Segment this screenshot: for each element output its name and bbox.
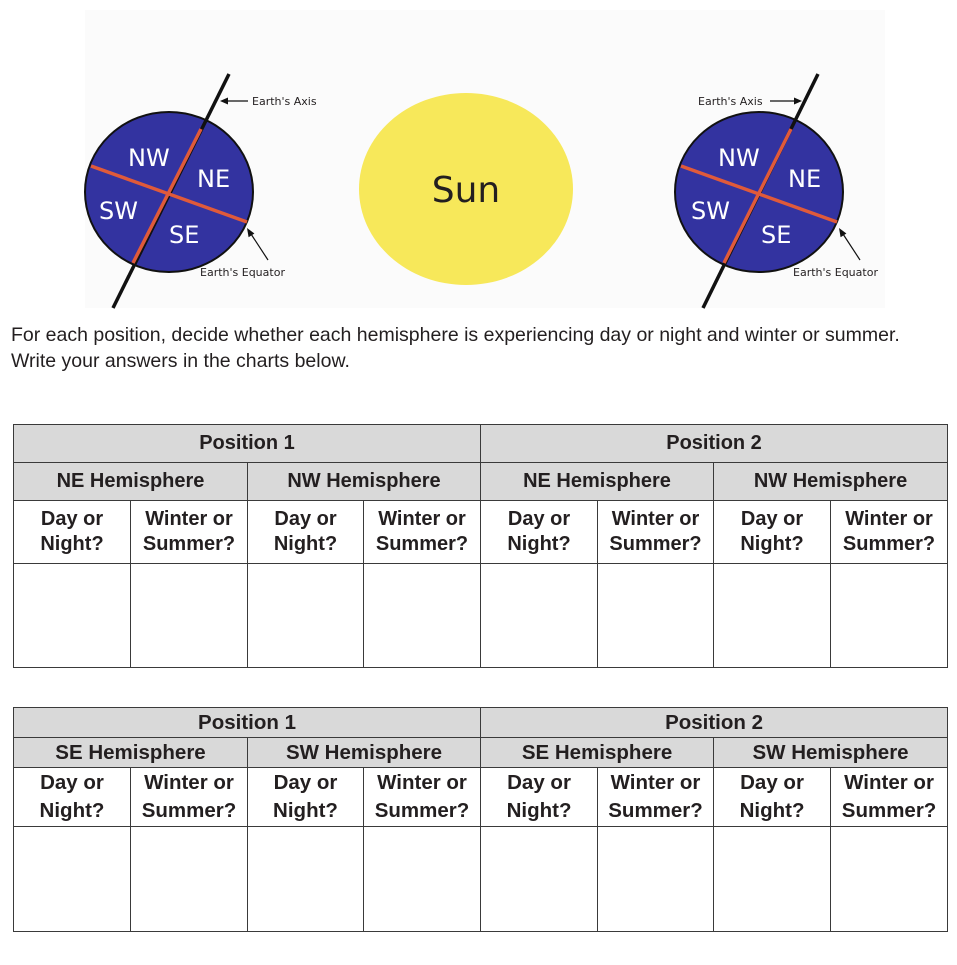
chart1-hemisphere-header: NW Hemisphere (248, 463, 481, 501)
chart2-winter-summer-question: Winter or Summer? (364, 768, 481, 827)
chart2-day-night-question: Day or Night? (248, 768, 364, 827)
answer-cell[interactable] (364, 827, 481, 932)
chart1-position-1-header: Position 1 (14, 425, 481, 463)
earth-sun-diagram (0, 0, 957, 318)
sw-label-2: SW (691, 197, 730, 225)
se-label-2: SE (761, 221, 792, 249)
chart2-hemisphere-header: SW Hemisphere (248, 738, 481, 768)
se-label-1: SE (169, 221, 200, 249)
chart1-winter-summer-question: Winter or Summer? (364, 501, 481, 564)
answer-cell[interactable] (481, 564, 598, 668)
answer-cell[interactable] (248, 827, 364, 932)
instructions-text: For each position, decide whether each hemisphere is experiencing day or night and winter or summer. Write your answers in the charts below. (11, 324, 900, 372)
equator-label-2: Earth's Equator (793, 266, 878, 279)
chart1-winter-summer-question: Winter or Summer? (831, 501, 948, 564)
answer-cell[interactable] (14, 564, 131, 668)
answer-cell[interactable] (248, 564, 364, 668)
chart2-winter-summer-question: Winter or Summer? (131, 768, 248, 827)
answer-cell[interactable] (831, 564, 948, 668)
chart1-day-night-question: Day or Night? (481, 501, 598, 564)
answer-cell[interactable] (364, 564, 481, 668)
axis-label-2: Earth's Axis (698, 95, 763, 108)
chart2-position-2-header: Position 2 (481, 708, 948, 738)
chart2-day-night-question: Day or Night? (481, 768, 598, 827)
chart2-day-night-question: Day or Night? (714, 768, 831, 827)
answer-cell[interactable] (598, 827, 714, 932)
chart2-hemisphere-header: SE Hemisphere (481, 738, 714, 768)
sun (359, 93, 573, 285)
chart2-hemisphere-header: SE Hemisphere (14, 738, 248, 768)
answer-chart-se-sw (13, 707, 948, 932)
ne-label-2: NE (788, 165, 822, 193)
chart1-day-night-question: Day or Night? (714, 501, 831, 564)
answer-cell[interactable] (131, 564, 248, 668)
answer-cell[interactable] (14, 827, 131, 932)
sw-label-1: SW (99, 197, 138, 225)
chart2-position-1-header: Position 1 (14, 708, 481, 738)
chart2-day-night-question: Day or Night? (14, 768, 131, 827)
answer-chart-ne-nw (13, 424, 948, 668)
chart1-winter-summer-question: Winter or Summer? (598, 501, 714, 564)
answer-cell[interactable] (131, 827, 248, 932)
chart1-hemisphere-header: NE Hemisphere (14, 463, 248, 501)
chart2-winter-summer-question: Winter or Summer? (831, 768, 948, 827)
answer-cell[interactable] (598, 564, 714, 668)
answer-cell[interactable] (831, 827, 948, 932)
ne-label-1: NE (197, 165, 231, 193)
chart2-winter-summer-question: Winter or Summer? (598, 768, 714, 827)
chart1-day-night-question: Day or Night? (14, 501, 131, 564)
chart1-hemisphere-header: NE Hemisphere (481, 463, 714, 501)
chart1-hemisphere-header: NW Hemisphere (714, 463, 948, 501)
equator-label-1: Earth's Equator (200, 266, 285, 279)
answer-cell[interactable] (481, 827, 598, 932)
answer-cell[interactable] (714, 827, 831, 932)
axis-label-1: Earth's Axis (252, 95, 317, 108)
nw-label-2: NW (718, 144, 760, 172)
chart2-hemisphere-header: SW Hemisphere (714, 738, 948, 768)
nw-label-1: NW (128, 144, 170, 172)
answer-cell[interactable] (714, 564, 831, 668)
chart1-day-night-question: Day or Night? (248, 501, 364, 564)
chart1-position-2-header: Position 2 (481, 425, 948, 463)
sun-label: Sun (431, 170, 501, 211)
chart1-winter-summer-question: Winter or Summer? (131, 501, 248, 564)
